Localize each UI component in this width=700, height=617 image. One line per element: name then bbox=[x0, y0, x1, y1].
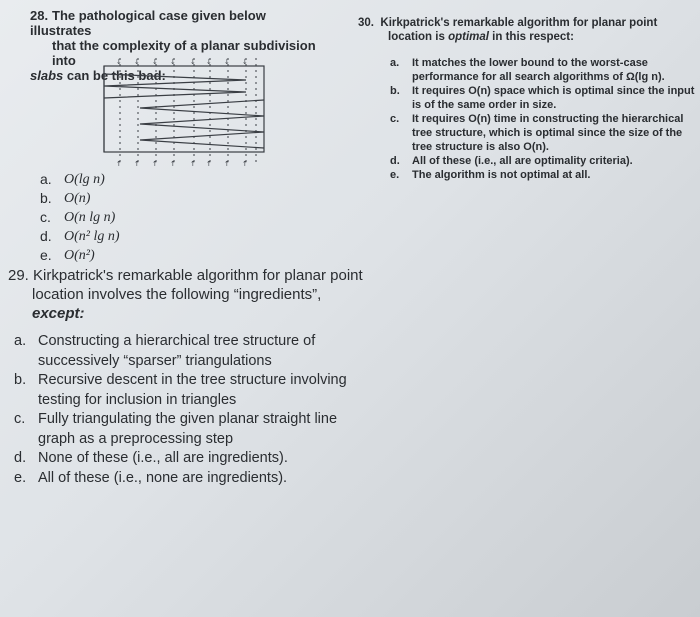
option-label: e. bbox=[390, 169, 400, 181]
svg-text:↑: ↑ bbox=[206, 160, 212, 168]
option-e[interactable] bbox=[14, 469, 374, 489]
emphasis-except: except: bbox=[32, 305, 85, 322]
option-label: c. bbox=[40, 209, 51, 225]
svg-text:↓: ↓ bbox=[242, 58, 248, 66]
option-text: All of these (i.e., all are optimality criteria). bbox=[412, 155, 633, 167]
option-text: It requires O(n) time in constructing the hierarchical tree structure, which is optimal since the size of the tree structure is also O(n). bbox=[412, 113, 684, 153]
svg-text:↓: ↓ bbox=[116, 58, 122, 66]
question-number: 28. bbox=[30, 8, 49, 23]
option-label: c. bbox=[390, 113, 400, 125]
option-text: It matches the lower bound to the worst-case performance for all search algorithms of Ω(lg n). bbox=[412, 57, 665, 83]
svg-text:↑: ↑ bbox=[242, 160, 248, 168]
option-label: d. bbox=[40, 228, 52, 244]
option-text: All of these (i.e., none are ingredients). bbox=[38, 469, 288, 486]
option-label: a. bbox=[40, 171, 52, 187]
question-stem-line: that the complexity of a planar subdivision into bbox=[52, 38, 316, 68]
svg-text:↓: ↓ bbox=[134, 58, 140, 66]
option-text: None of these (i.e., all are ingredients). bbox=[38, 450, 288, 466]
option-c[interactable] bbox=[40, 208, 120, 227]
svg-text:↑: ↑ bbox=[134, 160, 140, 168]
option-text: Fully triangulating the given planar straight line graph as a preprocessing step bbox=[38, 411, 338, 447]
option-e[interactable] bbox=[40, 246, 120, 265]
svg-text:↓: ↓ bbox=[224, 58, 230, 66]
svg-text:↓: ↓ bbox=[152, 58, 158, 66]
option-value: O(n lg n) bbox=[64, 210, 116, 225]
option-a[interactable] bbox=[40, 170, 120, 189]
question-stem: Kirkpatrick's remarkable algorithm for planar point location involves the following “ingredients”, bbox=[32, 267, 363, 303]
option-label: b. bbox=[390, 85, 400, 97]
question-28-options bbox=[40, 170, 120, 265]
option-label: d. bbox=[390, 155, 400, 167]
option-text: The algorithm is not optimal at all. bbox=[412, 169, 591, 181]
svg-text:↑: ↑ bbox=[224, 160, 230, 168]
svg-text:↓: ↓ bbox=[206, 58, 212, 66]
option-label: a. bbox=[390, 57, 400, 69]
emphasis-slabs: slabs bbox=[30, 68, 64, 83]
question-stem: in this respect: bbox=[492, 31, 574, 43]
option-d[interactable] bbox=[14, 449, 374, 469]
option-value: O(n²) bbox=[64, 248, 95, 263]
option-b[interactable] bbox=[14, 371, 374, 410]
svg-text:↓: ↓ bbox=[190, 58, 196, 66]
question-29 bbox=[8, 266, 378, 323]
option-c[interactable] bbox=[390, 112, 695, 154]
svg-text:↓: ↓ bbox=[170, 58, 176, 66]
question-number: 30. bbox=[358, 17, 374, 29]
option-label: b. bbox=[14, 372, 27, 388]
option-text: Recursive descent in the tree structure involving testing for inclusion in triangles bbox=[38, 372, 347, 408]
option-text: It requires O(n) space which is optimal since the input is of the same order in size. bbox=[412, 85, 695, 111]
option-label: c. bbox=[14, 411, 26, 427]
svg-text:↑: ↑ bbox=[152, 160, 158, 168]
question-stem: Kirkpatrick's remarkable algorithm for planar point location is bbox=[380, 17, 658, 43]
question-number: 29. bbox=[8, 267, 29, 284]
svg-text:↑: ↑ bbox=[190, 160, 196, 168]
option-value: O(n² lg n) bbox=[64, 229, 120, 244]
question-29-options bbox=[14, 332, 374, 488]
option-e[interactable] bbox=[390, 168, 695, 182]
question-30-options bbox=[390, 56, 695, 182]
option-value: O(n) bbox=[64, 191, 91, 206]
option-d[interactable] bbox=[40, 227, 120, 246]
question-30 bbox=[358, 16, 688, 44]
svg-text:↑: ↑ bbox=[116, 160, 122, 168]
option-b[interactable] bbox=[40, 189, 120, 208]
option-b[interactable] bbox=[390, 84, 695, 112]
question-stem-line: can be this bad: bbox=[66, 68, 166, 83]
option-c[interactable] bbox=[14, 410, 374, 449]
option-label: a. bbox=[14, 333, 27, 349]
option-a[interactable] bbox=[14, 332, 374, 371]
option-label: b. bbox=[40, 190, 52, 206]
option-text: Constructing a hierarchical tree structure of successively “sparser” triangulations bbox=[38, 333, 316, 369]
option-label: d. bbox=[14, 450, 27, 466]
slab-subdivision-figure bbox=[96, 56, 272, 168]
option-d[interactable] bbox=[390, 154, 695, 168]
option-value: O(lg n) bbox=[64, 172, 105, 187]
option-label: e. bbox=[40, 247, 52, 263]
emphasis-optimal: optimal bbox=[448, 31, 489, 43]
option-label: e. bbox=[14, 469, 27, 486]
question-stem-line: The pathological case given below illustrates bbox=[30, 8, 266, 38]
option-a[interactable] bbox=[390, 56, 695, 84]
svg-text:↑: ↑ bbox=[170, 160, 176, 168]
